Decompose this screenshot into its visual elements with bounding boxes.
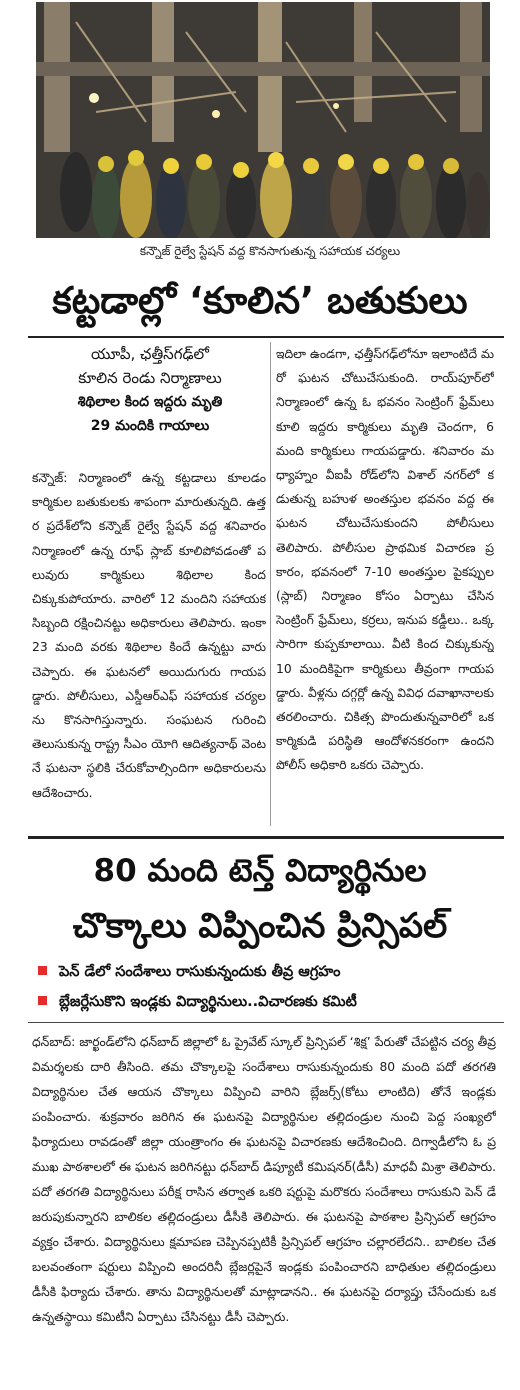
sub-line-1: శిథిలాల కింద ఇద్దరు మృతి [77,394,223,410]
rescue-photo [36,2,490,238]
headline-collapse: కట్టడాల్లో ‘కూలిన’ బతుకులు [52,279,468,322]
story1-body-left: కన్నౌజ్‌: నిర్మాణంలో ఉన్న కట్టడాలు కూలడం కార్మికుల బతుకులకు శాపంగా మారుతున్నది. ఉత్తర ప్రదేశ్‌లోని కన్నౌజ్‌ రైల్వే స్టేషన్‌ వద్ద శనివారం నిర్మాణంలో ఉన్న రూఫ్‌ స్లాబ్‌ కూలిపోవడంతో పలువురు కార్మికులు శిథిలాల కింద చిక్కుకుపోయారు. వారిలో 12 మందిని సహాయక సిబ్బంది రక్షించినట్టు అధికారులు తెలిపారు. ఇంకా 23 మంది వరకు శిథిలాల కిందే ఉన్నట్టు వారు చెప్పారు. ఈ ఘటనలో అయిదుగురు గాయపడ్డారు. పోలీసులు, ఎస్డీఆర్‌ఎఫ్‌ సహాయక చర్యలను కొనసాగిస్తున్నారు. సంఘటన గురించి తెలుసుకున్న రాష్ట్ర సీఎం యోగి ఆదిత్యనాథ్‌ వెంటనే ఘటనా స్థలికి చేరుకోవాల్సిందిగా అధికారులను ఆదేశించారు. [32,471,266,800]
bullet-rule [28,1022,504,1023]
red-square-icon [38,996,47,1005]
story1-body-right: ఇదిలా ఉండగా, ఛత్తీస్‌గఢ్‌లోనూ ఇలాంటిదే మరో ఘటన చోటుచేసుకుంది. రాయ్‌పూర్‌లో నిర్మాణంలో ఉన్న ఓ భవనం సెంట్రింగ్‌ ఫ్రేమ్‌లు కూలి ఇద్దరు కార్మికులు మృతి చెందగా, 6 మంది కార్మికులు గాయపడ్డారు. శనివారం మధ్యాహ్నం వీఐపీ రోడ్‌లోని విశాల్‌ నగర్‌లో కడుతున్న బహుళ అంతస్తుల భవనం వద్ద ఈ ఘటన చోటుచేసుకుందని పోలీసులు తెలిపారు. పోలీసుల ప్రాథమిక విచారణ ప్రకారం, భవనంలో 7-10 అంతస్తుల పైకప్పుల (స్లాబ్‌) నిర్మాణం కోసం ఏర్పాటు చేసిన సెంట్రింగ్‌ ఫ్రేమ్‌లు, కర్రలు, ఇనుప కడ్డీలు.. ఒక్కసారిగా కుప్పకూలాయి. వీటి కింద చిక్కుకున్న 10 మందికిపైగా కార్మికులు తీవ్రంగా గాయపడ్డారు. వీళ్లను దగ్గర్లో ఉన్న వివిధ దవాఖానాలకు తరలించారు. చికిత్స పొందుతున్నవారిలో ఒక కార్మికుడి పరిస్థితి ఆందోళనకరంగా ఉందని పోలీస్‌ అధికారి ఒకరు చెప్పారు. [276,347,494,773]
bullet-point-2 [38,988,508,1016]
story2-body: ధన్‌బాద్‌: జార్ఖండ్‌లోని ధన్‌బాద్‌ జిల్లాలో ఓ ప్రైవేట్‌ స్కూల్‌ ప్రిన్సిపల్‌ ‘శిక్ష’ పేరుతో చేపట్టిన చర్య తీవ్ర విమర్శలకు దారి తీసింది. తమ చొక్కాలపై సందేశాలు రాసుకున్నందుకు 80 మంది పదో తరగతి విద్యార్థినుల చేత ఆయన చొక్కాలు విప్పించి వారిని బ్లేజర్స్‌(కోటు లాంటిది) తోనే ఇండ్లకు పంపించారు. శుక్రవారం జరిగిన ఈ ఘటనపై విద్యార్థినుల తల్లిదండ్రుల నుంచి పెద్ద సంఖ్యలో ఫిర్యాదులు రావడంతో జిల్లా యంత్రాంగం ఈ ఘటనపై విచారణకు ఆదేశించింది. దిగ్వాడీలోని ఓ ప్రముఖ పాఠశాలలో ఈ ఘటన జరిగినట్టు ధన్‌బాద్‌ డిప్యూటీ కమిషనర్‌(డీసీ) మాధవీ మిశ్రా తెలిపారు. పదో తరగతి విద్యార్థినులు పరీక్ష రాసిన తర్వాత ఒకరి షర్టుపై మరొకరు సందేశాలు రాసుకుని పెన్‌ డే జరుపుకున్నారని బాలికల తల్లిదండ్రులు డీసీకి తెలిపారు. ఈ ఘటనపై పాఠశాల ప్రిన్సిపల్‌ ఆగ్రహం వ్యక్తం చేశారు. విద్యార్థినులు క్షమాపణ చెప్పినప్పటికీ ప్రిన్సిపల్‌ ఆగ్రహం చల్లారలేదని.. బాలికల చేత బలవంతంగా షర్టులు విప్పించి అందరినీ బ్లేజర్లపైనే ఇండ్లకు పంపించారని బాధితుల తల్లిదండ్రులు డీసీకి ఫిర్యాదు చేశారు. తాను విద్యార్థినులతో మాట్లాడానని.. ఈ ఘటనపై దర్యాప్తు చేసేందుకు ఒక ఉన్నతస్థాయి కమిటీని ఏర్పాటు చేసినట్టు డీసీ చెప్పారు. [32,1035,496,1324]
bullet-point-1 [38,958,508,986]
bullet-text-2: బ్లేజర్లేసుకొని ఇండ్లకు విద్యార్థినులు..విచారణకు కమిటీ [59,994,357,1010]
bullet-text-1: పెన్‌ డేలో సందేశాలు రాసుకున్నందుకు తీవ్ర ఆగ్రహం [59,964,341,980]
column-divider [270,342,271,826]
red-square-icon [38,966,47,975]
sub-line-2: 29 మందికి గాయాలు [90,418,210,434]
section-separator [28,836,504,839]
deck-line-1: యూపీ, ఛత్తీస్‌గఢ్‌లో [91,345,209,363]
story1-deck [34,342,266,438]
rescue-scene-image [36,2,490,238]
headline-rule [28,336,504,338]
photo-caption: కన్నౌజ్‌ రైల్వే స్టేషన్‌ వద్ద కొనసాగుతున్న సహాయక చర్యలు [139,244,401,258]
headline-students-line2: చొక్కాలు విప్పించిన ప్రిన్సిపల్‌ [72,906,448,946]
deck-line-2: కూలిన రెండు నిర్మాణాలు [78,369,222,387]
headline-students-line1: 80 మంది టెన్త్‌ విద్యార్థినుల [93,853,427,889]
